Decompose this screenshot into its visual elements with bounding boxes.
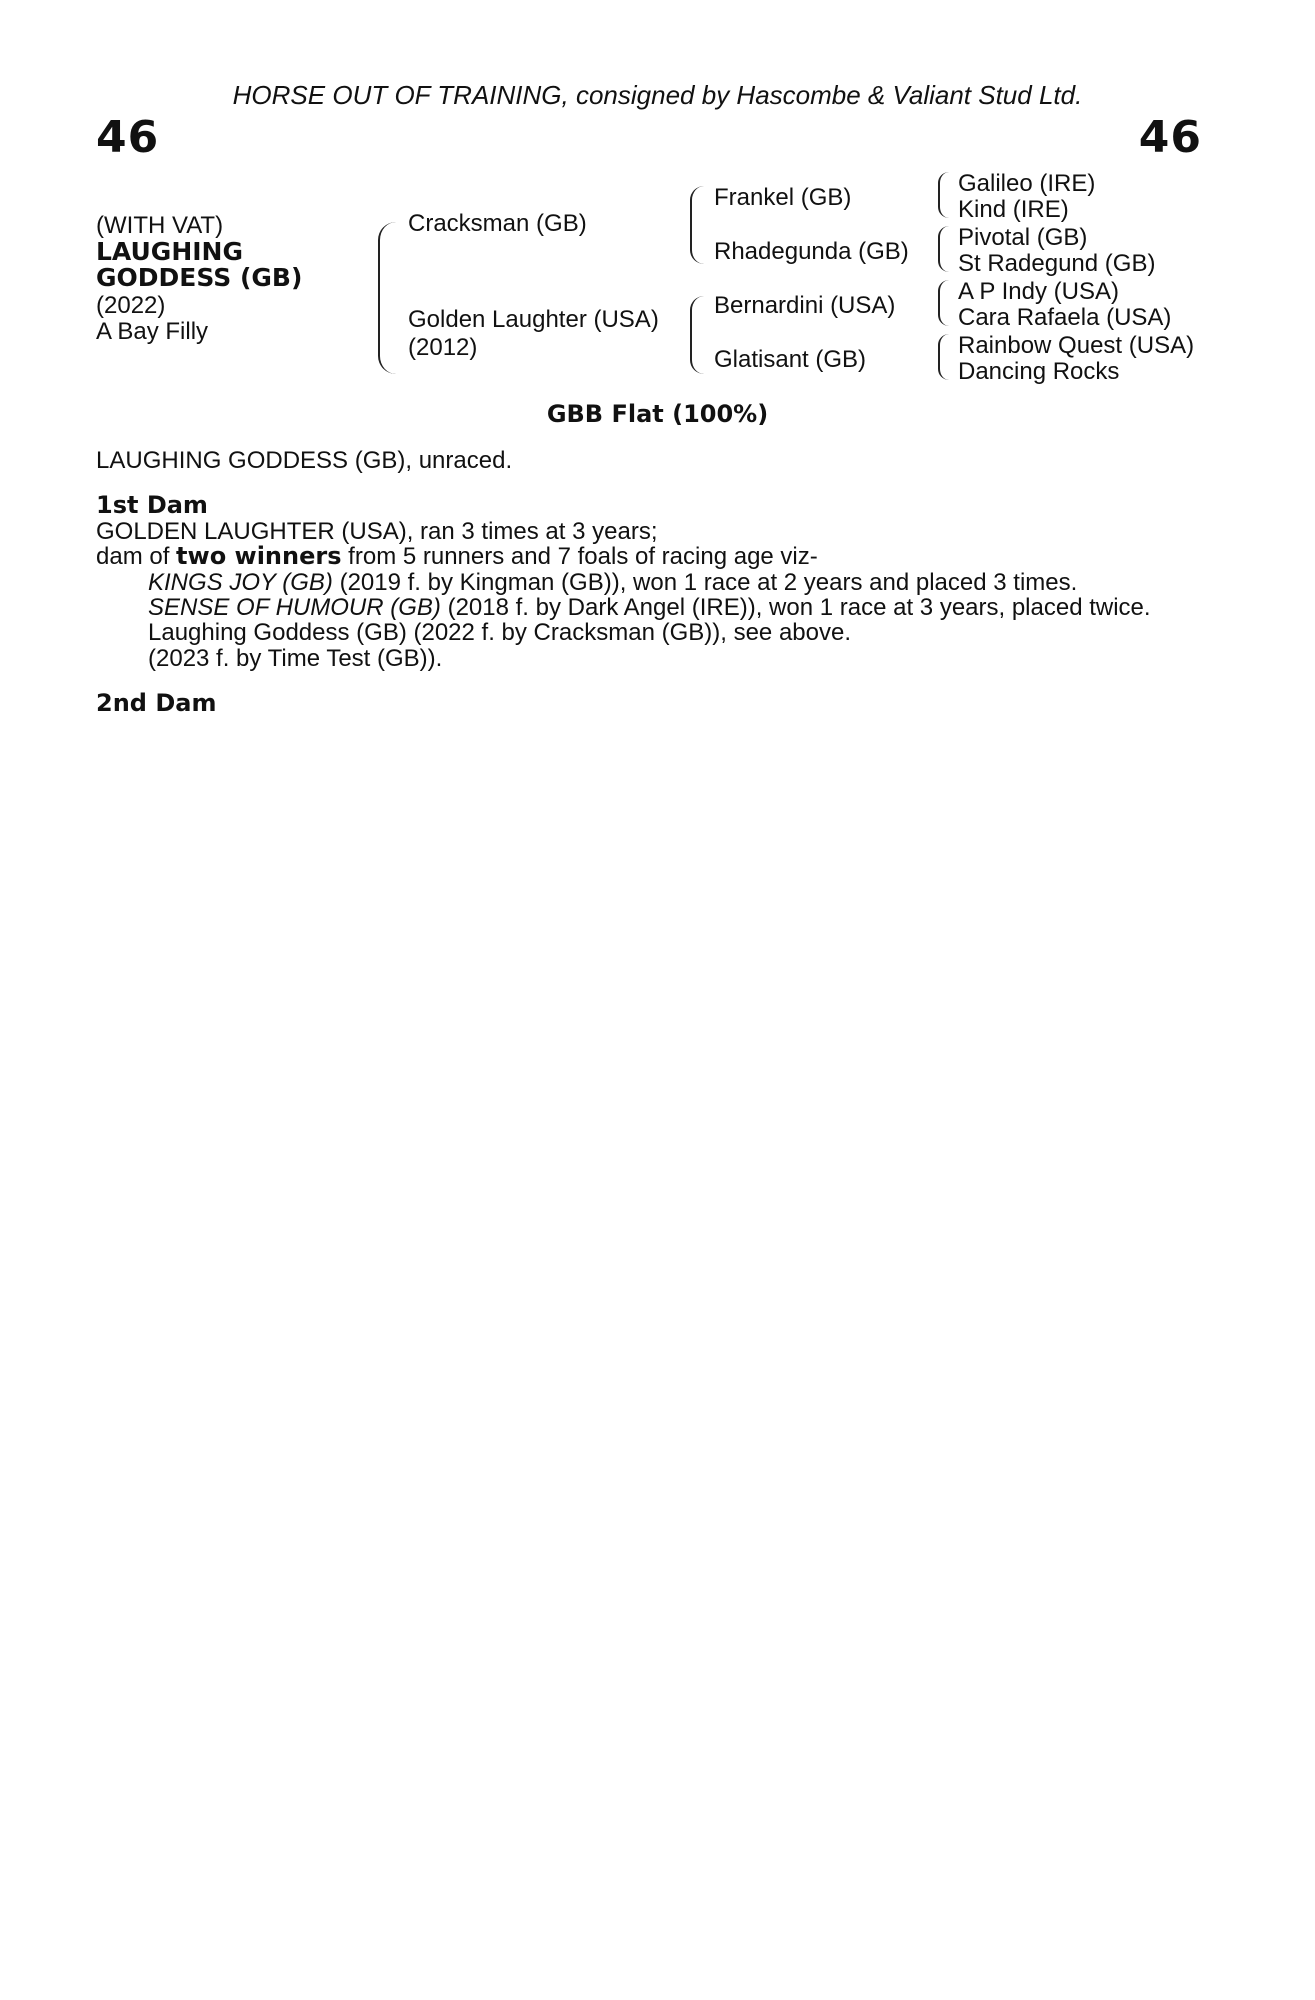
ped-sdd: St Radegund (GB) xyxy=(958,250,1156,277)
first-dam-line2: dam of two winners from 5 runners and 7 foals of racing age viz- xyxy=(96,542,818,571)
horse-name-line2: GODDESS (GB) xyxy=(96,263,303,292)
pedigree-brace-sd xyxy=(938,226,949,272)
sire-name: Cracksman (GB) xyxy=(408,210,587,237)
horse-name-line1: LAUGHING xyxy=(96,237,243,266)
vat-label: (WITH VAT) xyxy=(96,212,224,239)
ped-dsd: Cara Rafaela (USA) xyxy=(958,304,1172,331)
ped-dss: A P Indy (USA) xyxy=(958,278,1119,305)
first-dam-line1: GOLDEN LAUGHTER (USA), ran 3 times at 3 years; xyxy=(96,517,658,545)
ped-sds: Pivotal (GB) xyxy=(958,224,1088,251)
horse-year: (2022) xyxy=(96,292,166,319)
sire-dam: Rhadegunda (GB) xyxy=(714,238,909,265)
catalogue-header: HORSE OUT OF TRAINING, consigned by Hascombe & Valiant Stud Ltd. xyxy=(232,80,1083,110)
ped-dds: Rainbow Quest (USA) xyxy=(958,332,1195,359)
produce-1: KINGS JOY (GB) (2019 f. by Kingman (GB)), won 1 race at 2 years and placed 3 times. xyxy=(148,568,1078,596)
pedigree-brace-sire xyxy=(690,186,704,264)
ped-sss: Galileo (IRE) xyxy=(958,170,1096,197)
pedigree-brace-gen1 xyxy=(378,222,396,374)
dam-dam: Glatisant (GB) xyxy=(714,346,867,373)
pedigree-brace-dam xyxy=(690,296,704,374)
intro-line: LAUGHING GODDESS (GB), unraced. xyxy=(96,447,513,474)
sire-sire: Frankel (GB) xyxy=(714,184,852,211)
produce-2: SENSE OF HUMOUR (GB) (2018 f. by Dark Angel (IRE)), won 1 race at 3 years, placed twice. xyxy=(148,594,1151,622)
second-dam-heading: 2nd Dam xyxy=(96,689,217,718)
pedigree-brace-ss xyxy=(938,172,949,218)
dam-sire: Bernardini (USA) xyxy=(714,292,896,319)
catalogue-body xyxy=(96,448,1204,717)
pedigree-brace-dd xyxy=(938,334,949,380)
horse-description: A Bay Filly xyxy=(96,318,209,345)
ped-ddd: Dancing Rocks xyxy=(958,358,1120,385)
produce-3: Laughing Goddess (GB) (2022 f. by Cracksman (GB)), see above. xyxy=(148,619,851,647)
rating: GBB Flat (100%) xyxy=(546,400,769,428)
lot-number-left: 46 xyxy=(96,112,160,163)
ped-ssd: Kind (IRE) xyxy=(958,196,1069,223)
first-dam-heading: 1st Dam xyxy=(96,491,208,520)
lot-number-right: 46 xyxy=(1138,112,1202,163)
dam-year: (2012) xyxy=(408,334,478,361)
produce-4: (2023 f. by Time Test (GB)). xyxy=(148,644,443,672)
dam-name: Golden Laughter (USA) xyxy=(408,306,659,333)
pedigree-brace-ds xyxy=(938,280,949,326)
